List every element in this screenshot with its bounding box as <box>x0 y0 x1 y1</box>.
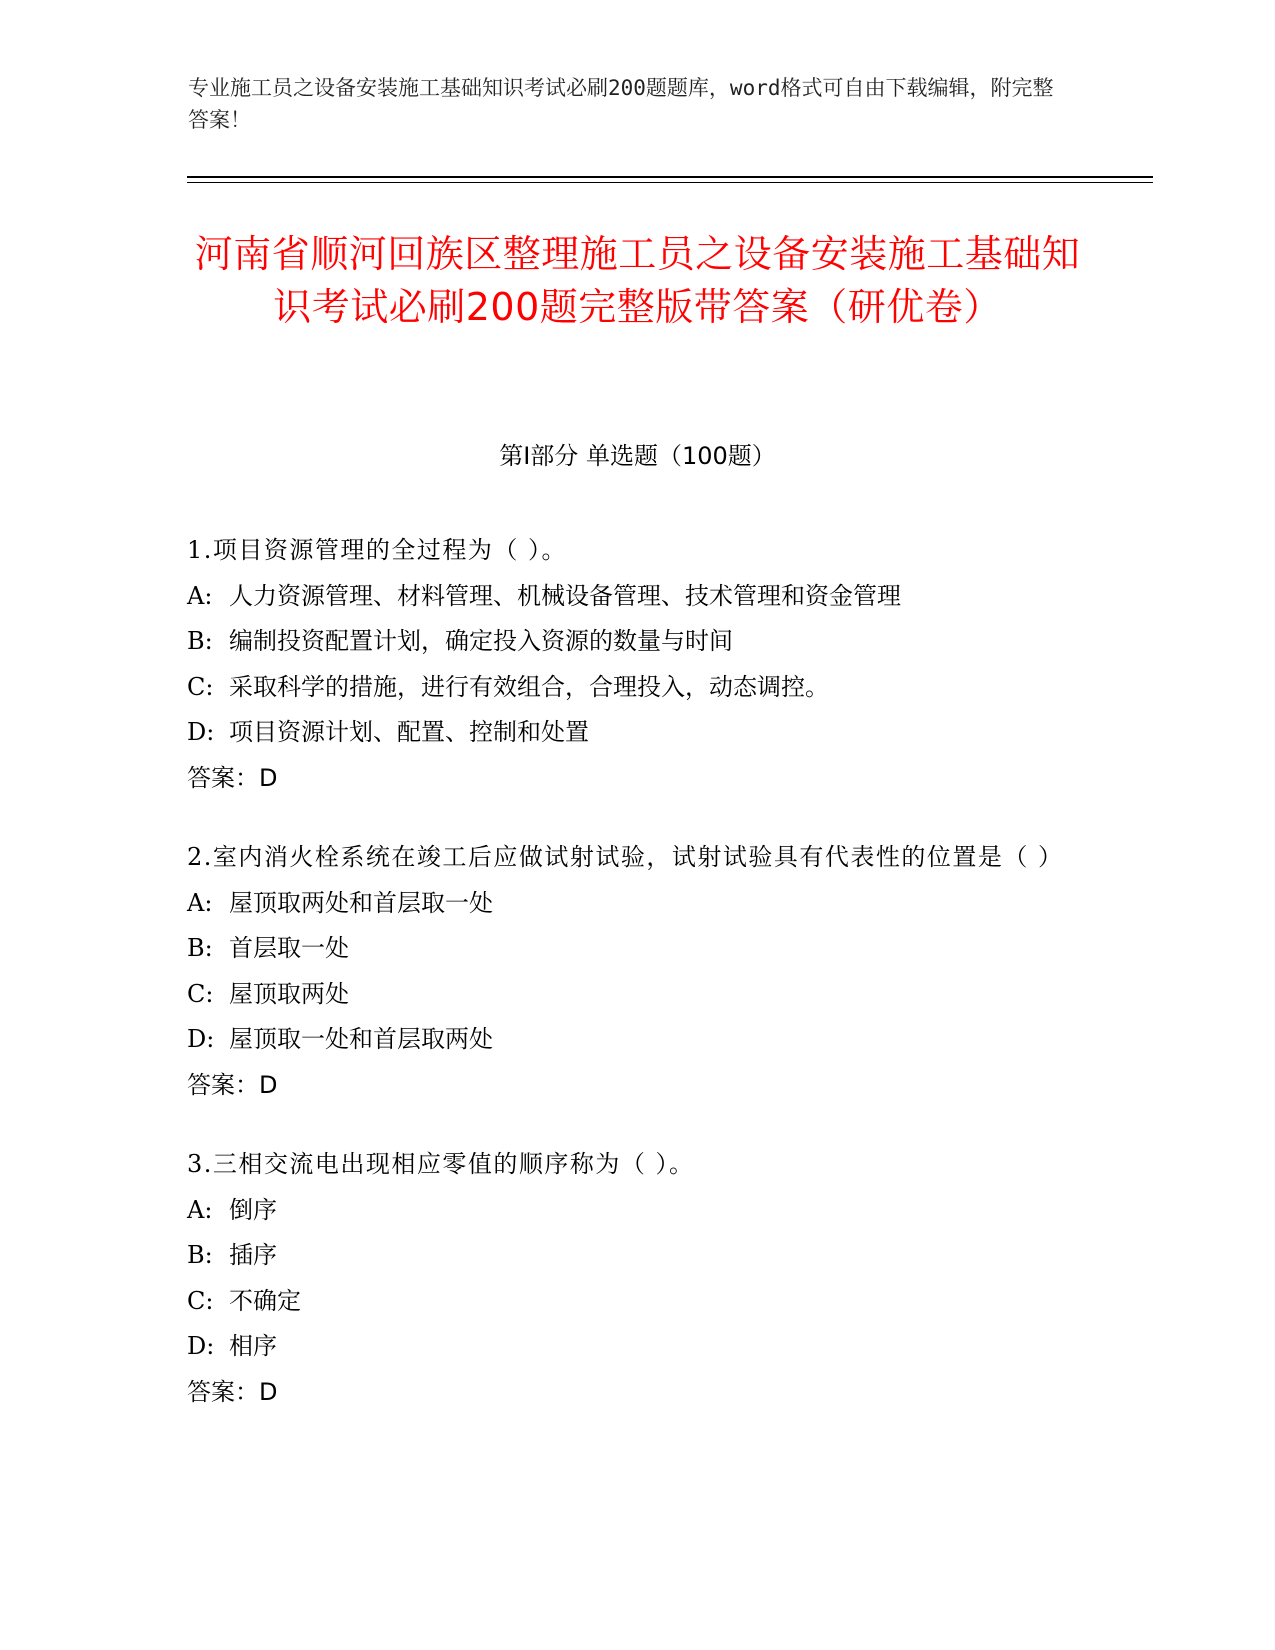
option-text: 倒序 <box>229 1195 277 1224</box>
question-option <box>187 926 1067 972</box>
question-option <box>187 972 1067 1018</box>
option-letter: B: <box>187 934 213 962</box>
question-option <box>187 710 1067 756</box>
question-stem: 3.三相交流电出现相应零值的顺序称为（ ）。 <box>187 1150 695 1178</box>
answer-line: 答案：D <box>187 1070 278 1099</box>
option-letter: A: <box>187 888 213 917</box>
option-letter: C: <box>187 979 214 1008</box>
option-letter: D: <box>187 718 215 746</box>
option-letter: C: <box>187 1286 214 1315</box>
question-option <box>187 574 1067 620</box>
option-text: 人力资源管理、材料管理、机械设备管理、技术管理和资金管理 <box>229 581 901 610</box>
option-letter: A: <box>187 1195 213 1224</box>
option-text: 插序 <box>229 1241 277 1269</box>
question-option <box>187 665 1067 711</box>
option-letter: B: <box>187 1241 213 1269</box>
question-item <box>187 835 1067 1108</box>
option-letter: C: <box>187 672 214 701</box>
option-text: 首层取一处 <box>229 934 349 962</box>
option-text: 屋顶取两处 <box>229 979 349 1008</box>
document-title: 河南省顺河回族区整理施工员之设备安装施工基础知识考试必刷200题完整版带答案（研优卷） <box>194 232 1081 329</box>
section-heading: 第Ⅰ部分 单选题（100题） <box>499 442 776 470</box>
question-list <box>187 528 1067 1449</box>
question-option <box>187 619 1067 665</box>
answer-line: 答案：D <box>187 763 278 792</box>
question-option <box>187 1324 1067 1370</box>
question-option <box>187 1233 1067 1279</box>
option-text: 屋顶取两处和首层取一处 <box>229 888 493 917</box>
option-letter: A: <box>187 581 213 610</box>
option-letter: D: <box>187 1025 215 1053</box>
question-option <box>187 1188 1067 1234</box>
option-letter: B: <box>187 627 213 655</box>
option-text: 屋顶取一处和首层取两处 <box>229 1025 493 1053</box>
header-divider-thick <box>187 176 1153 178</box>
question-item <box>187 528 1067 801</box>
option-text: 项目资源计划、配置、控制和处置 <box>229 718 589 746</box>
option-text: 采取科学的措施，进行有效组合，合理投入，动态调控。 <box>229 672 829 701</box>
option-text: 编制投资配置计划，确定投入资源的数量与时间 <box>229 627 733 655</box>
answer-line: 答案：D <box>187 1377 278 1406</box>
question-stem: 1.项目资源管理的全过程为（ ）。 <box>187 536 568 564</box>
option-text: 不确定 <box>229 1286 301 1315</box>
question-option <box>187 1017 1067 1063</box>
option-letter: D: <box>187 1332 215 1360</box>
question-item <box>187 1142 1067 1415</box>
question-option <box>187 881 1067 927</box>
header-note: 专业施工员之设备安装施工基础知识考试必刷200题题库，word格式可自由下载编辑，附完整答案！ <box>188 76 1054 132</box>
header-divider-thin <box>187 182 1153 183</box>
question-option <box>187 1279 1067 1325</box>
option-text: 相序 <box>229 1332 277 1360</box>
question-stem: 2.室内消火栓系统在竣工后应做试射试验，试射试验具有代表性的位置是（ ） <box>187 843 1064 871</box>
